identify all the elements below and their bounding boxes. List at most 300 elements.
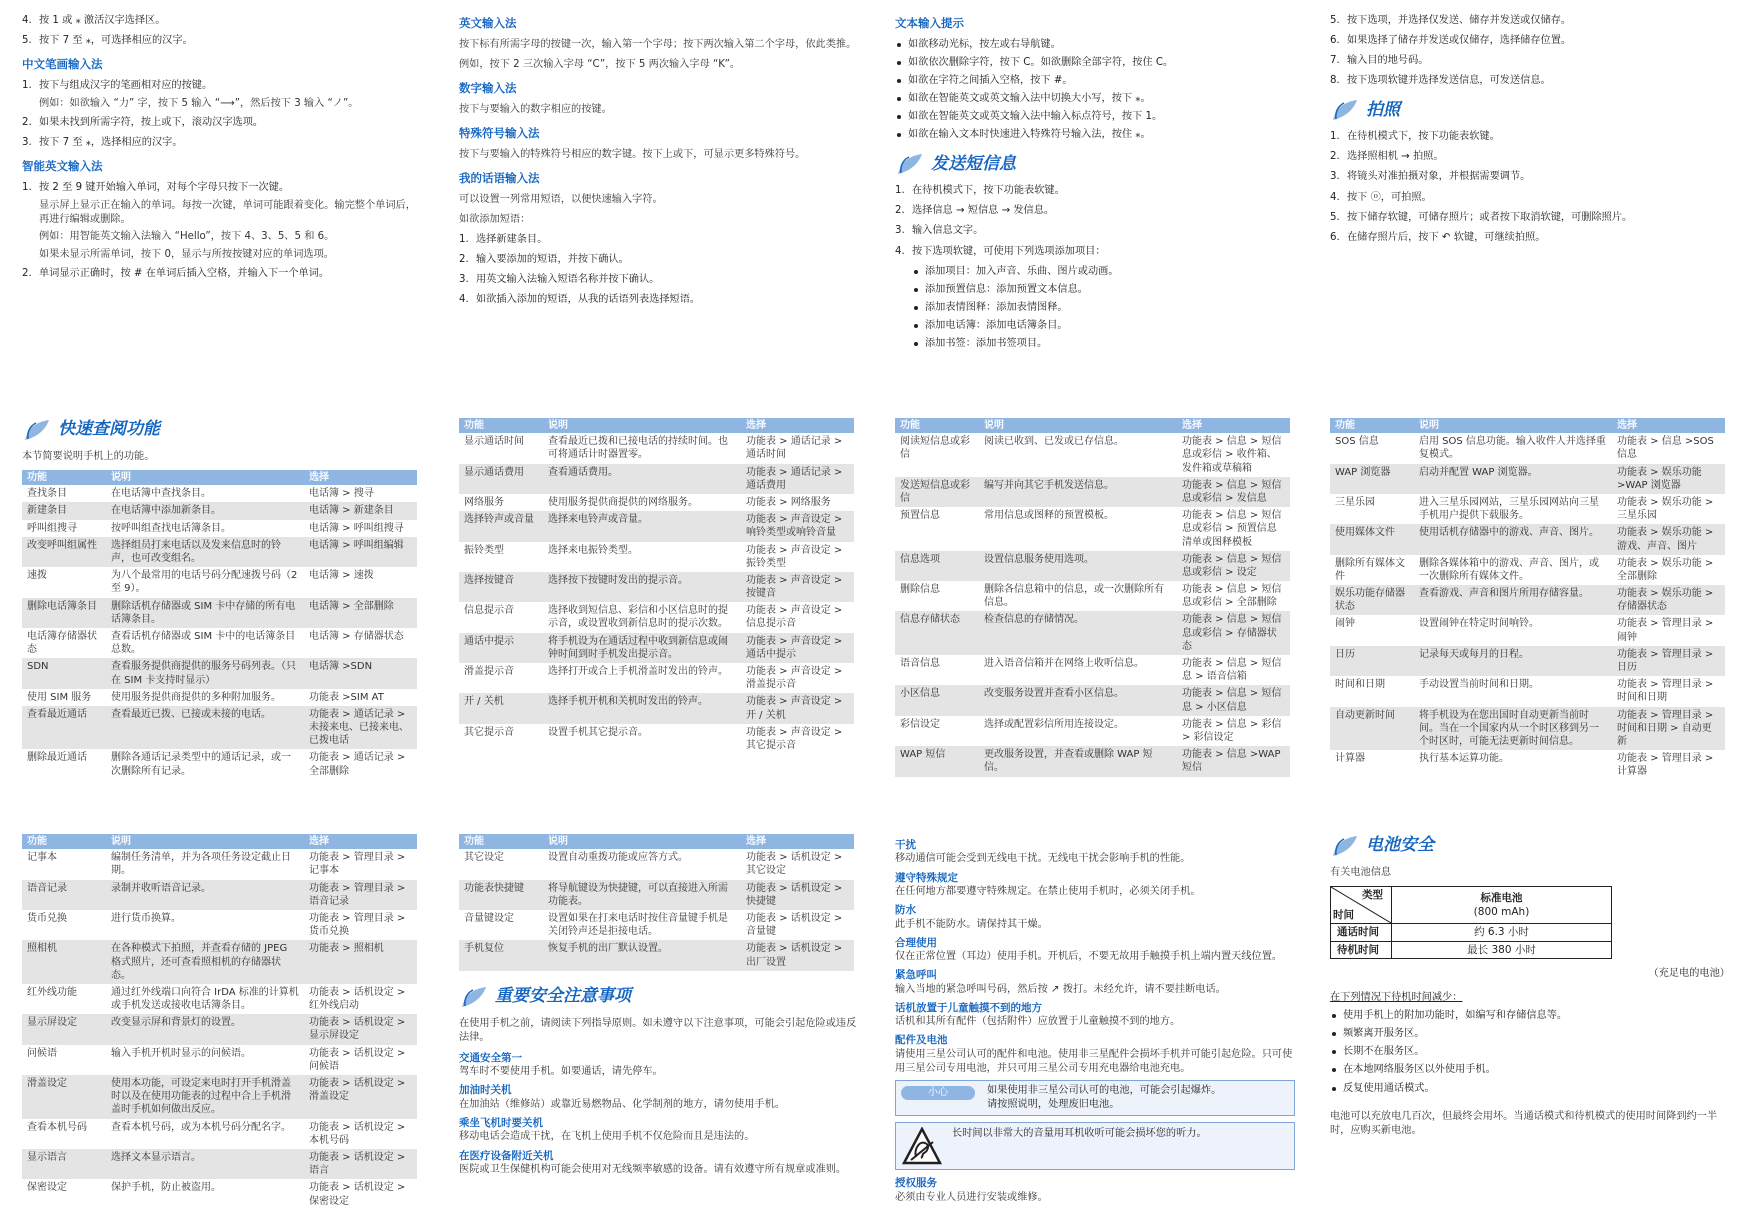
description-cell: 选择或配置彩信所用连接设定。: [984, 718, 1124, 730]
table-row: [1330, 615, 1725, 645]
description-cell: 改变服务设置并查看小区信息。: [979, 685, 1177, 715]
page-quick-reference: [22, 418, 422, 803]
function-table: [1330, 418, 1725, 781]
table-row: [1330, 464, 1725, 494]
battery-table: [1330, 886, 1612, 959]
function-cell: 手机复位: [459, 940, 543, 970]
function-cell: 查看本机号码: [27, 1121, 87, 1133]
menu-path-cell: 功能表 > 管理目录 > 货币兑换: [309, 912, 406, 938]
function-cell: 语音记录: [22, 880, 106, 910]
step-number: 3.: [459, 274, 469, 286]
menu-path-cell: 功能表 > 话机设定 > 滑盖设定: [304, 1075, 417, 1119]
step-number: 5.: [1330, 15, 1340, 26]
table-header: [459, 834, 854, 849]
function-cell: 语音信息: [900, 658, 940, 669]
menu-path-cell: 功能表 > 声音设定 > 开 / 关机: [741, 693, 854, 723]
step: [459, 293, 859, 307]
menu-path-cell: 功能表 > 话机设定 > 快捷键: [741, 880, 854, 910]
safety-heading: 干扰: [895, 839, 916, 851]
menu-path-cell: 功能表 > 管理目录 > 记事本: [309, 852, 406, 877]
list-item: 频繁离开服务区。: [1330, 1027, 1730, 1041]
menu-path-cell: 功能表 > 声音设定 > 按键音: [741, 572, 854, 602]
table-row: [22, 910, 417, 940]
warning-box: [895, 1122, 1295, 1170]
description-cell: 选择组员打来电话以及发来信息时的铃声，也可改变组名。: [106, 537, 304, 567]
description-cell: 在电话簿中添加新条目。: [106, 502, 304, 519]
paragraph: 有关电池信息: [1330, 867, 1392, 878]
bullet-list: [895, 38, 1295, 142]
step-number: 2.: [459, 253, 469, 265]
menu-path-cell: 功能表 > 信息 > 短信息或彩信 > 全部删除: [1182, 584, 1282, 609]
step-list: [459, 233, 859, 307]
subheading-my-phrases: 我的话语输入法: [459, 170, 540, 185]
paragraph: 按下标有所需字母的按键一次，输入第一个字母；按下两次输入第二个字母，依此类推。: [459, 38, 857, 50]
step-number: 5.: [1330, 211, 1340, 223]
function-cell: 选择按键音: [459, 572, 543, 602]
table-row: [1330, 750, 1725, 780]
section-heading: [895, 152, 1295, 176]
step: [1330, 74, 1730, 88]
description-cell: 删除各通话记录类型中的通话记录，或一次删除所有记录。: [111, 752, 291, 777]
table-row: [895, 507, 1290, 551]
description-cell: 设置信息服务使用选项。: [979, 551, 1177, 581]
description-cell: 使用服务提供商提供的网络服务。: [548, 496, 698, 508]
caution-text: 如果使用非三星公司认可的电池，可能会引起爆炸。: [987, 1085, 1222, 1097]
function-cell: SOS 信息: [1335, 436, 1379, 448]
column-header: 功能: [459, 418, 543, 433]
menu-path-cell: 功能表 > 信息 > 短信息或彩信 > 收件箱、发件箱或草稿箱: [1182, 436, 1282, 474]
subheading-stroke-input: 中文笔画输入法: [22, 57, 103, 72]
function-cell: 小区信息: [895, 685, 979, 715]
table-row: [459, 633, 854, 663]
table-row: [1330, 433, 1725, 463]
description-cell: 设置手机其它提示音。: [548, 726, 648, 738]
function-cell: 改变呼叫组属性: [22, 537, 106, 567]
function-cell: 货币兑换: [27, 912, 67, 924]
menu-path-cell: 功能表 > 话机设定 > 本机号码: [309, 1121, 406, 1146]
function-cell: 使用媒体文件: [1330, 524, 1414, 554]
function-cell: 新建条目: [22, 502, 106, 519]
menu-path-cell: 功能表 > 声音设定 > 滑盖提示音: [746, 666, 843, 691]
step-number: 4.: [22, 15, 32, 26]
table-row: [459, 602, 854, 632]
function-cell: 网络服务: [464, 496, 504, 508]
function-cell: 振铃类型: [464, 544, 504, 556]
section-title: 发送短信息: [931, 153, 1016, 174]
step-number: 2.: [1330, 151, 1340, 163]
table-row: [895, 685, 1290, 715]
step-number: 2.: [895, 205, 905, 217]
column-header: 说明: [543, 834, 741, 849]
table-row: [22, 520, 417, 537]
menu-path-cell: 功能表 > 管理目录 > 时间和日期 > 自动更新: [1612, 707, 1725, 751]
table-row: [459, 849, 854, 879]
talk-time-label: 通话时间: [1331, 924, 1392, 941]
table-row: [459, 464, 854, 494]
caution-tag: 小心: [901, 1086, 975, 1100]
list-item: 使用手机上的附加功能时，如编写和存储信息等。: [1330, 1009, 1730, 1023]
table-row: [22, 1045, 417, 1075]
paragraph: 如欲添加短语：: [459, 213, 531, 225]
table-row: [459, 572, 854, 602]
menu-path-cell: 功能表 > 信息 > 短信息或彩信 > 设定: [1177, 551, 1290, 581]
column-header: 说明: [106, 470, 304, 485]
function-cell: 选择铃声或音量: [459, 511, 543, 541]
column-header: 说明: [543, 418, 741, 433]
step-number: 7.: [1330, 55, 1340, 67]
step: [1330, 130, 1730, 144]
leaf-icon: [459, 985, 489, 1009]
warning-text: 长时间以非常大的音量用耳机收听可能会损坏您的听力。: [952, 1128, 1207, 1140]
safety-text: 移动电话会造成干扰，在飞机上使用手机不仅危险而且是违法的。: [459, 1131, 755, 1143]
menu-path-cell: 功能表 > 信息 >SOS 信息: [1617, 436, 1714, 461]
column-header: 选择: [741, 418, 854, 433]
menu-path-cell: 功能表 > 话机设定 > 其它设定: [746, 852, 843, 877]
table-row: [895, 746, 1290, 776]
step-number: 3.: [1330, 171, 1340, 183]
list-item: 添加书签：添加书签项目。: [912, 337, 1295, 351]
safety-text: 必须由专业人员进行安装或维修。: [895, 1191, 1048, 1203]
description-cell: 选择打开或合上手机滑盖时发出的铃声。: [548, 666, 728, 677]
menu-path-cell: 功能表 > 声音设定 > 通话中提示: [741, 633, 854, 663]
table-row: [22, 658, 417, 688]
table-row: [1330, 585, 1725, 615]
menu-path-cell: 功能表 > 话机设定 > 保密设定: [309, 1182, 406, 1207]
function-cell: 开 / 关机: [459, 693, 543, 723]
column-header: 说明: [979, 418, 1177, 433]
page-battery-safety: [1330, 834, 1730, 1219]
function-cell: 其它设定: [464, 852, 504, 864]
step-number: 2.: [22, 117, 32, 129]
table-row: [22, 567, 417, 597]
menu-path-cell: 功能表 > 话机设定 > 问候语: [309, 1047, 406, 1072]
table-row: [459, 910, 854, 940]
safety-text: 驾车时不要使用手机。如要通话，请先停车。: [459, 1066, 663, 1078]
function-cell: 音量键设定: [464, 912, 514, 924]
function-cell: 删除最近通话: [27, 752, 87, 764]
step-list: [895, 184, 1295, 258]
page-function-table-5: [22, 834, 422, 1219]
description-cell: 将手机设为在您出国时自动更新当前时间。当在一个国家内从一个时区移到另一个时区时，可能无法更新时间信息。: [1414, 707, 1612, 751]
paragraph: 在使用手机之前，请阅读下列指导原则。如未遵守以下注意事项，可能会引起危险或违反法律。: [459, 1017, 857, 1043]
step-list: [1330, 130, 1730, 244]
column-header: 功能: [895, 418, 979, 433]
safety-heading: 交通安全第一: [459, 1051, 522, 1064]
table-row: [22, 749, 417, 779]
function-cell: 阅读短信息或彩信: [900, 436, 970, 461]
safety-text: 移动通信可能会受到无线电干扰。无线电干扰会影响手机的性能。: [895, 853, 1191, 865]
subheading-symbol-input: 特殊符号输入法: [459, 125, 540, 140]
step-list: [22, 79, 422, 150]
paragraph: 电池可以充放电几百次，但最终会用坏。当通话模式和待机模式的使用时间降到约一半时，应购买新电池。: [1330, 1110, 1718, 1136]
description-cell: 选择来电振铃类型。: [548, 544, 638, 556]
step-number: 1.: [459, 233, 469, 245]
description-cell: 设置闹钟在特定时间响铃。: [1419, 618, 1539, 630]
function-cell: 计算器: [1335, 753, 1365, 765]
column-header: 选择: [1612, 418, 1725, 433]
menu-path-cell: 功能表 > 通话记录 > 通话费用: [741, 464, 854, 494]
table-row: [1330, 676, 1725, 706]
step: [895, 245, 1295, 259]
step: [22, 136, 422, 150]
standby-time-label: 待机时间: [1331, 941, 1392, 958]
page-safety-1: [459, 834, 859, 1219]
column-header: 选择: [304, 470, 417, 485]
table-row: [459, 693, 854, 723]
table-row: [459, 542, 854, 572]
table-row: [22, 1075, 417, 1119]
list-item: 如欲移动光标，按左或右导航键。: [895, 38, 1295, 52]
safety-text: 话机和其所有配件（包括附件）应放置于儿童触摸不到的地方。: [895, 1016, 1181, 1028]
description-cell: 为八个最常用的电话号码分配速拨号码（2 至 9）。: [111, 570, 298, 595]
menu-path-cell: 功能表 > 话机设定 > 音量键: [746, 912, 843, 938]
table-header: [22, 834, 417, 849]
menu-path-cell: 电话簿 > 呼叫组编辑: [304, 537, 417, 567]
step-number: 1.: [1330, 131, 1340, 143]
table-row: [1330, 646, 1725, 676]
table-row: [895, 581, 1290, 611]
subheading-smart-english: 智能英文输入法: [22, 159, 103, 174]
description-cell: 查看通话费用。: [543, 464, 741, 494]
table-row: [895, 611, 1290, 655]
function-cell: 查看最近通话: [22, 706, 106, 750]
step-detail: 如果未显示所需单词，按下 0，显示与所按按键对应的单词选项。: [39, 248, 334, 260]
table-row: [459, 494, 854, 511]
description-cell: 查看本机号码，或为本机号码分配名字。: [111, 1121, 291, 1133]
page-function-table-2: [459, 418, 859, 803]
paragraph: 按下与要输入的数字相应的按键。: [459, 103, 612, 115]
function-cell: 自动更新时间: [1330, 707, 1414, 751]
menu-path-cell: 功能表 > 娱乐功能 > 三星乐园: [1617, 496, 1714, 522]
step-list: [22, 14, 422, 48]
safety-heading: 紧急呼叫: [895, 969, 937, 982]
description-cell: 删除各媒体箱中的游戏、声音、图片，或一次删除所有媒体文件。: [1419, 557, 1599, 582]
section-title: 电池安全: [1366, 835, 1434, 856]
function-cell: 呼叫组搜寻: [27, 522, 77, 534]
safety-heading: 乘坐飞机时要关机: [459, 1116, 543, 1129]
menu-path-cell: 功能表 > 娱乐功能 >WAP 浏览器: [1612, 464, 1725, 494]
menu-path-cell: 功能表 >SIM AT: [309, 691, 384, 703]
description-cell: 删除各信息箱中的信息，或一次删除所有信息。: [984, 584, 1164, 609]
column-header: 说明: [1414, 418, 1612, 433]
menu-path-cell: 功能表 > 信息 > 短信息或彩信 > 存储器状态: [1177, 611, 1290, 655]
step-number: 1.: [22, 80, 32, 92]
step-text: 在储存照片后，按下 ↶ 软键，可继续拍照。: [1347, 231, 1546, 243]
step-text: 按下 ⓞ，可拍照。: [1347, 191, 1432, 203]
function-cell: 预置信息: [900, 510, 940, 522]
table-row: [895, 716, 1290, 746]
step: 2. 单词显示正确时，按 # 在单词后插入空格，并输入下一个单词。: [22, 267, 330, 279]
column-header: 功能: [22, 834, 106, 849]
step-number: 1.: [895, 185, 905, 197]
step-text: 如果选择了储存并发送或仅储存，选择储存位置。: [1347, 35, 1572, 47]
leaf-icon: [895, 152, 925, 176]
menu-path-cell: 功能表 > 通话记录 > 通话时间: [746, 436, 843, 461]
column-header: 选择: [1177, 418, 1290, 433]
function-cell: 删除所有媒体文件: [1335, 557, 1405, 582]
function-cell: 保密设定: [27, 1182, 67, 1194]
description-cell: 选择按下按键时发出的提示音。: [543, 572, 741, 602]
section-title: 重要安全注意事项: [495, 985, 631, 1006]
description-cell: 进入语音信箱并在网络上收听信息。: [984, 658, 1144, 669]
description-cell: 编写并向其它手机发送信息。: [979, 477, 1177, 507]
safety-text: 输入当地的紧急呼叫号码，然后按 ↗ 拨打。未经允许，请不要挂断电话。: [895, 983, 1226, 995]
menu-path-cell: 功能表 > 网络服务: [746, 496, 831, 508]
table-row: [22, 689, 417, 706]
table-row: [22, 706, 417, 750]
safety-heading: 遵守特殊规定: [895, 871, 958, 884]
page-function-table-3: [895, 418, 1295, 803]
description-cell: 进入三星乐园网站，三星乐园网站向三星手机用户提供下载服务。: [1419, 496, 1599, 522]
table-row: [459, 663, 854, 693]
table-row: [459, 940, 854, 970]
table-row: [459, 724, 854, 754]
description-cell: 检查信息的存储情况。: [979, 611, 1177, 655]
description-cell: 录制并收听语音记录。: [106, 880, 304, 910]
function-table: [459, 418, 854, 754]
step-text: 按下与组成汉字的笔画相对应的按键。: [39, 80, 213, 92]
diag-label-type: 类型: [1362, 889, 1383, 902]
step-number: 6.: [1330, 35, 1340, 47]
step-number: 8.: [1330, 75, 1340, 87]
function-cell: 信息存储状态: [895, 611, 979, 655]
function-cell: 其它提示音: [464, 726, 514, 738]
leaf-icon: [1330, 98, 1360, 122]
description-cell: 启用 SOS 信息功能。输入收件人并选择重复模式。: [1419, 436, 1606, 461]
step: [1330, 54, 1730, 68]
page-english-input: [459, 14, 859, 399]
description-cell: 查看服务提供商提供的服务号码列表。（只在 SIM 卡支持时显示）: [106, 658, 304, 688]
list-item: 如欲在智能英文或英文输入法中切换大小写，按下 ⁎。: [895, 92, 1295, 106]
table-row: [22, 537, 417, 567]
page-chinese-input: [22, 14, 422, 399]
menu-path-cell: 功能表 > 声音设定 > 振铃类型: [746, 544, 843, 569]
step: 例如：如欲输入 “力” 字，按下 5 输入 “⟶”，然后按下 3 输入 “ノ”。: [39, 98, 359, 110]
description-cell: 保护手机，防止被盗用。: [111, 1182, 221, 1194]
function-cell: 彩信设定: [900, 718, 940, 730]
menu-path-cell: 功能表 > 管理目录 > 闹钟: [1617, 618, 1714, 643]
safety-text: 仅在正常位置（耳边）使用手机。开机后，不要无故用手触摸手机上端内置天线位置。: [895, 951, 1283, 963]
table-row: [22, 628, 417, 658]
step: [22, 116, 422, 130]
subheading-text-tips: 文本输入提示: [895, 16, 964, 30]
step-detail: 显示屏上显示正在输入的单词。每按一次键，单词可能跟着变化。输完整个单词后，再进行编辑或删除。: [39, 200, 416, 226]
list-item: 添加电话簿：添加电话簿条目。: [912, 319, 1295, 333]
function-cell: 通话中提示: [459, 633, 543, 663]
table-row: [22, 849, 417, 879]
description-cell: 在电话簿中查找条目。: [111, 488, 211, 500]
description-cell: 查看游戏、声音和图片所用存储容量。: [1414, 585, 1612, 615]
function-cell: 信息选项: [895, 551, 979, 581]
step: [22, 34, 422, 48]
list-title: 在下列情况下待机时间减少：: [1330, 992, 1463, 1004]
step-text: 输入要添加的短语，并按下确认。: [476, 253, 629, 265]
list-item: 如欲在智能英文或英文输入法中输入标点符号，按下 1。: [895, 110, 1295, 124]
battery-capacity: (800 mAh): [1473, 906, 1530, 919]
function-cell: 闹钟: [1335, 618, 1355, 630]
step-text: 按下 7 至 ⁎，选择相应的汉字。: [39, 137, 183, 149]
step-list: [1330, 14, 1730, 88]
function-cell: 速拨: [27, 570, 47, 582]
talk-time-value: 约 6.3 小时: [1392, 924, 1612, 941]
menu-path-cell: 功能表 > 信息 > 短信息或彩信 > 预置信息清单或图释模板: [1182, 510, 1282, 548]
menu-path-cell: 功能表 > 管理目录 > 时间和日期: [1617, 679, 1714, 704]
function-cell: 娱乐功能存储器状态: [1330, 585, 1414, 615]
table-row: [459, 511, 854, 541]
description-cell: 执行基本运算功能。: [1419, 753, 1509, 765]
table-row: [895, 655, 1290, 685]
table-row: [1330, 707, 1725, 751]
table-row: [895, 477, 1290, 507]
description-cell: 记录每天或每月的日程。: [1414, 646, 1612, 676]
step: [895, 184, 1295, 198]
step: [459, 273, 859, 287]
safety-text: 在任何地方都要遵守特殊规定。在禁止使用手机时，必须关闭手机。: [895, 886, 1201, 898]
menu-path-cell: 功能表 > 声音设定 > 响铃类型或响铃音量: [741, 511, 854, 541]
column-header: 选择: [304, 834, 417, 849]
subheading-number-input: 数字输入法: [459, 81, 517, 96]
step-text: 用英文输入法输入短语名称并按下确认。: [476, 274, 660, 286]
description-cell: 选择手机开机和关机时发出的铃声。: [543, 693, 741, 723]
function-cell: 显示通话时间: [464, 436, 524, 448]
description-cell: 阅读已收到、已发或已存信息。: [984, 436, 1124, 448]
step-number: 3.: [895, 225, 905, 237]
menu-path-cell: 功能表 > 话机设定 > 语言: [304, 1149, 417, 1179]
table-row: [22, 940, 417, 984]
step-text: 按 1 或 ⁎ 激活汉字选择区。: [39, 15, 166, 26]
safety-list: [459, 1051, 859, 1177]
menu-path-cell: 电话簿 > 速拨: [309, 570, 374, 582]
table-row: [1330, 555, 1725, 585]
function-table: [22, 470, 417, 780]
section-heading: [22, 418, 422, 442]
step: 1. 按 2 至 9 键开始输入单词，对每个字母只按下一次键。: [22, 182, 290, 194]
list-item: 如欲在输入文本时快速进入特殊符号输入法，按住 ⁎。: [895, 128, 1295, 142]
step: [22, 14, 422, 28]
menu-path-cell: 电话簿 > 存储器状态: [309, 630, 404, 642]
step: [1330, 231, 1730, 245]
menu-path-cell: 功能表 > 信息 > 短信息 > 语音信箱: [1182, 658, 1282, 683]
table-row: [22, 502, 417, 519]
menu-path-cell: 电话簿 > 全部删除: [304, 598, 417, 628]
safety-heading: 在医疗设备附近关机: [459, 1149, 554, 1162]
step-text: 按下选项，并选择仅发送、储存并发送或仅储存。: [1347, 15, 1572, 26]
step-text: 选择新建条目。: [476, 233, 548, 245]
step: [1330, 170, 1730, 184]
description-cell: 选择来电铃声或音量。: [543, 511, 741, 541]
footnote: （充足电的电池）: [1648, 968, 1730, 980]
menu-path-cell: 功能表 > 话机设定 > 显示屏设定: [304, 1014, 417, 1044]
menu-path-cell: 功能表 > 话机设定 > 出厂设置: [741, 940, 854, 970]
page-function-table-4: [1330, 418, 1730, 803]
menu-path-cell: 功能表 > 照相机: [304, 940, 417, 984]
step-text: 在待机模式下，按下功能表软键。: [1347, 131, 1500, 143]
safety-text: 在加油站（维修站）或靠近易燃物品、化学制剂的地方，请勿使用手机。: [459, 1098, 785, 1110]
diag-label-time: 时间: [1333, 908, 1354, 921]
hearing-warning-icon: [902, 1127, 942, 1165]
step-text: 按下 7 至 ⁎，可选择相应的汉字。: [39, 35, 193, 47]
function-cell: 日历: [1330, 646, 1414, 676]
table-row: [1330, 524, 1725, 554]
step: [895, 204, 1295, 218]
step: [1330, 150, 1730, 164]
function-cell: 照相机: [22, 940, 106, 984]
menu-path-cell: 功能表 > 管理目录 > 语音记录: [304, 880, 417, 910]
table-row: [22, 485, 417, 502]
step: [1330, 191, 1730, 205]
menu-path-cell: 功能表 > 声音设定 > 其它提示音: [746, 726, 843, 751]
description-cell: 恢复手机的出厂默认设置。: [543, 940, 741, 970]
